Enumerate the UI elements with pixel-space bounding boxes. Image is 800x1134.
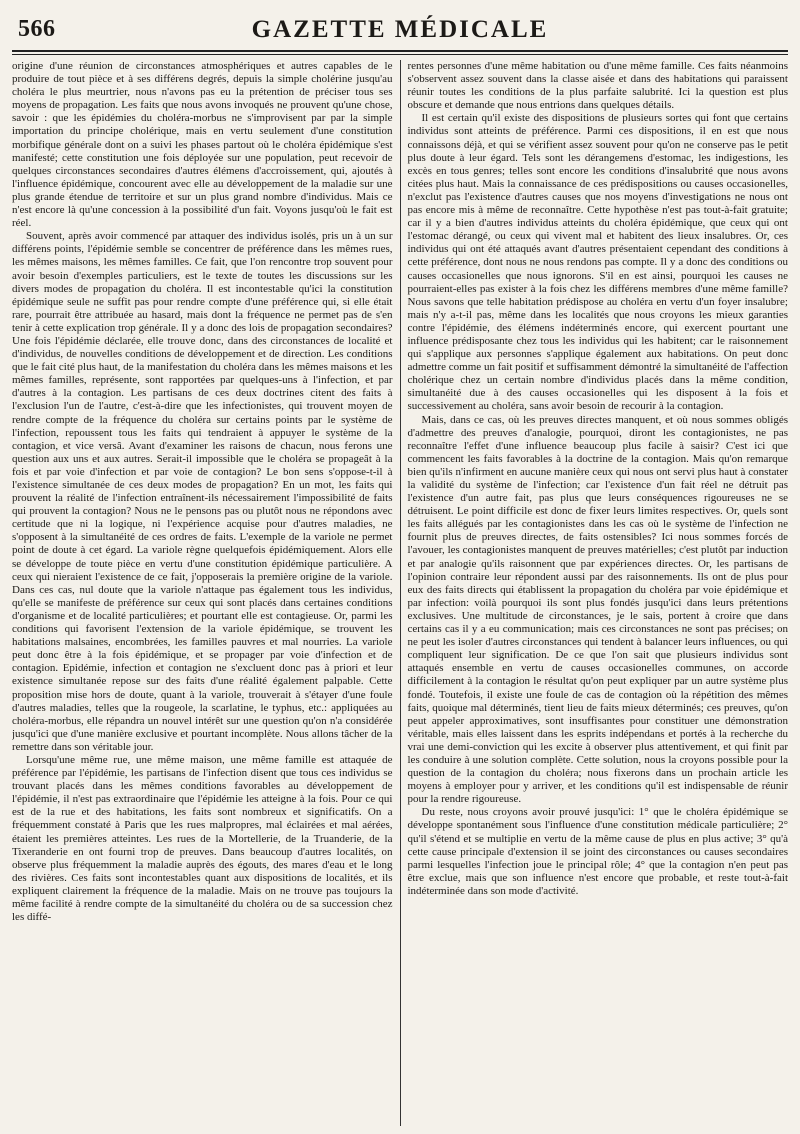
paragraph: Mais, dans ce cas, où les preuves directes manquent, et où nous sommes obligés d'admettre des preuves d'analogie, pourquoi, diront les contagionistes, ne pas reconnaître l'effet d'une influence beaucoup plus facile à saisir? C'est ici que commencent les faits favorables à la doctrine de la contagion. Mais qu'on remarque bien qu'ils n'infirment en aucune manière ceux qui nous ont servi plus haut à constater la validité du système de l'infection; car l'existence d'un fait réel ne détruit pas l'existence d'un autre fait, pas plus que leurs conséquences rigoureuses ne se détruisent. Le point difficile est donc de fixer leurs limites respectives. Or, quels sont les faits allégués par les contagionistes dans les cas où le système de l'infection ne fournit plus de preuves directes, de faits ostensibles? Ici nous sommes forcés de l'avouer, les contagionistes manquent de preuves matérielles; c'est plutôt par induction et par analogie qu'ils raisonnent que par expériences directes. Or, les partisans de l'opinion contraire leur répondent aussi par des raisonnements. Ils ont de plus pour eux des faits directs qui établissent la propagation du choléra par voie épidémique et par infection: voilà pourquoi ils sont plus fondés jusqu'ici dans leurs prétentions exclusives. Une multitude de circonstances, je le sais, portent à croire que dans certains cas il y a eu communication; mais ces circonstances ne sont pas précises; on ne peut les isoler d'autres circonstances qui tendent à balancer leurs influences, ou qui compliquent leur signification. De ce que l'on sait que plusieurs individus sont attaqués ensemble en vertu de causes occasionelles communes, on accorde difficilement à la contagion le résultat qu'on peut expliquer par un autre système plus fondé. Toutefois, il existe une foule de cas de contagion où la répétition des mêmes faits, quoique mal déterminés, tient lieu de faits mieux déterminés; ces preuves, qu'on peut appeler approximatives, sont insuffisantes pour constituer une démonstration véritable, mais elles laissent dans les esprits indépendans et portés à la recherche du vrai une demi-conviction qui les excite à observer plus attentivement, et qui finit par les conduire à une solution complète. Cette solution, nous la croyons possible pour la question de la contagion du choléra; nous fixerons dans un prochain article les moyens à employer pour y arriver, et les conditions qu'il est indispensable de réunir pour la rendre rigoureuse. bbox=[407, 413, 788, 806]
journal-title: GAZETTE MÉDICALE bbox=[251, 16, 549, 43]
header-rule-thin bbox=[12, 54, 788, 55]
paragraph: Du reste, nous croyons avoir prouvé jusqu'ici: 1° que le choléra épidémique se développe spontanément sous l'influence d'une constitution médicale particulière; 2° qu'il s'étend et se multiplie en vertu de la même cause de plus en plus active; 3° qu'à cette cause principale d'extension il se joint des circonstances ou causes secondaires parmi lesquelles l'infection joue le principal rôle; 4° que la contagion n'en peut pas être exclue, mais que son influence n'est encore que probable, et reste tout-à-fait indéterminée dans son mode d'activité. bbox=[407, 806, 788, 897]
right-column bbox=[401, 60, 789, 1126]
page-number: 566 bbox=[18, 16, 56, 42]
paragraph: origine d'une réunion de circonstances atmosphériques et autres capables de le produire de tout pièce et à ses différens degrés, depuis la simple cholérine jusqu'au choléra le plus meurtrier, nous n'avons pas eu la prétention de préciser tous ses moyens de propagation. Les faits que nous avons invoqués ne prouvent qu'une chose, savoir : que les épidémies du choléra-morbus ne s'improvisent par par la simple importation du principe cholérique, mais en vertu seulement d'une constitution morbifique générale dont on a suivi les phases partout où le choléra épidémique s'est manifesté; cette constitution une fois déployée sur une population, peut recevoir de quelques circonstances secondaires d'autres élémens d'accroissement, qui, ajoutés à l'influence épidémique, concourent avec elle au développement de la maladie sur une plus grande étendue de territoire et sur un plus grand nombre d'individus. Mais ce n'est encore là qu'une concession à la possibilité d'un fait. Voyons jusqu'où le fait est réel. bbox=[12, 60, 393, 230]
paragraph: rentes personnes d'une même habitation ou d'une même famille. Ces faits néanmoins s'observent assez souvent dans la classe aisée et dans des habitations qui paraissent réunir toutes les conditions de la plus parfaite salubrité. Ici la question est plus obscure et demande que nous entrions dans quelques détails. bbox=[407, 60, 788, 112]
header-rule bbox=[12, 50, 788, 52]
article-body bbox=[12, 60, 788, 1126]
left-column bbox=[12, 60, 400, 1126]
paragraph: Lorsqu'une même rue, une même maison, une même famille est attaquée de préférence par l'épidémie, les partisans de l'infection disent que tous ces individus se trouvant placés dans les mêmes conditions favorables au développement de l'épidémie, il n'est pas extraordinaire que l'épidémie les atteigne à la fois. Pour ce qui est de la rue et des habitations, les faits sont nombreux et significatifs. On a fréquemment constaté à Paris que les rues malpropres, mal éclairées et mal aérées, étaient les premières atteintes. Les rues de la Mortellerie, de la Truanderie, de la Tixeranderie en ont fourni trop de preuves. Dans beaucoup d'autres localités, on observe plus fréquemment la maladie auprès des égouts, des mares d'eau et le long des rivières. Ces faits sont incontestables quant aux dispositions de localités, et ils expliquent clairement la fréquence de la maladie. Mais on ne trouve pas toujours la même facilité à rendre compte de la simultanéité du choléra ou de sa succession chez les diffé- bbox=[12, 753, 393, 924]
paragraph: Il est certain qu'il existe des dispositions de plusieurs sortes qui font que certains individus sont atteints de préférence. Parmi ces dispositions, il en est que nous connaissons déjà, et qui se vérifient assez souvent pour qu'on ne conserve pas le petit plus doute à leur égard. Tels sont les dérangemens d'estomac, les indigestions, les excès en tous genres; telles sont encore les conditions d'insalubrité que nous avons citées plus haut. Mais la connaissance de ces prédispositions ou causes occasionelles, n'exclut pas l'existence d'autres causes que nos moyens d'investigations ne nous ont pas encore mis à même de reconnaître. Cette hypothèse n'est pas tout-à-fait gratuite; car il y a bien d'autres individus atteints du choléra épidémique, que ceux qui ont l'estomac dérangé, ou ceux qui vivent mal et habitent des lieux insalubres. Or, ces individus qui ont été attaqués avant d'autres présentaient cependant des conditions à cette préférence, dont nous ne nous rendons pas compte. Il y a donc des conditions ou causes occasionelles que nous ignorons. S'il en est ainsi, pourquoi les causes ne pourraient-elles pas exister à la fois chez les différens membres d'une même famille? Nous savons que telle habitation prédispose au choléra en vertu d'un foyer insalubre; mais n'y a-t-il pas, même dans les localités que nous croyons les mieux garanties contre l'épidémie, des élémens indéterminés encore, qui exercent pourtant une influence prédisposante chez tous les individus qui les habitent; car le raisonnement qui s'applique aux personnes s'applique également aux habitations. On peut donc admettre comme un fait positif et suffisamment démontré la simultanéité de l'affection cholérique chez un certain nombre d'individus placés dans la même condition, simultanéité due à des causes occasionelles qui les disposent à la fois et successivement au choléra, sans avoir besoin de recourir à la contagion. bbox=[407, 112, 788, 413]
paragraph: Souvent, après avoir commencé par attaquer des individus isolés, pris un à un sur différens points, l'épidémie semble se concentrer de préférence dans les mêmes rues, les mêmes maisons, les mêmes familles. Ce fait, que l'on rencontre trop souvent pour avoir besoin d'exemples particuliers, est le texte de toutes les discussions sur les divers modes de propagation du choléra. Il est incontestable qu'ici la constitution épidémique seule ne suffit pas pour rendre compte d'une préférence qui, si elle était rare, pourrait être attribuée au hasard, mais dont la fréquence ne permet pas de s'en tenir à cette explication trop générale. Il y a donc des lois de propagation secondaires? Une fois l'épidémie déclarée, elle trouve donc, dans des circonstances de localité et d'individus, de nouvelles conditions de développement et de direction. Les conditions que le fait cité plus haut, de la manifestation du choléra dans les mêmes maisons et les mêmes familles, représente, sont rapportées par quelques-uns à l'infection, et par d'autres à la contagion. Les partisans de ces deux doctrines citent des faits à l'exclusion l'un de l'autre, c'est-à-dire que les infectionistes, qui trouvent moyen de rendre compte de la fréquence du choléra sur certains points par le système de l'infection, repoussent tous les faits qui tendraient à appuyer le système de la contagion, et vice versâ. Avant d'examiner les raisons de chacun, nous ferons une question aux uns et aux autres. Serait-il impossible que le choléra se propageât à la fois et par voie d'infection et par voie de contagion? Le bon sens s'oppose-t-il à l'existence simultanée de ces deux modes de propagation? En un mot, les faits qui prouvent la réalité de l'infection entraînent-ils nécessairement l'impossibilité de faits qui prouvent la contagion? Nous ne le pensons pas ou plutôt nous ne répondons avec certitude que ni la logique, ni l'expérience acquise pour d'autres maladies, ne s'opposent à la simultanéité de ces ordres de faits. L'exemple de la variole ne permet point de doute à cet égard. La variole règne quelquefois épidémiquement. Alors elle se développe de toute pièce en vertu d'une constitution épidémique particulière. A ceux qui nieraient l'existence de ce fait, j'opposerais la première origine de la variole. Dans ces cas, nul doute que la variole n'attaque pas également tous les individus, qu'elle se manifeste de préférence sur ceux qui sont placés dans certaines conditions d'organisme et de localité particulières; et pourtant elle est contagieuse. Or, parmi les conditions qui favorisent l'extension de la variole épidémique, se trouvent les habitations malsaines, encombrées, les familles pauvres et mal nourries. La variole peut donc être à la fois épidémique, et se propager par voie d'infection et de contagion. Epidémie, infection et contagion ne s'excluent donc pas à priori et leur existence simultanée repose sur des faits d'une réalité également palpable. Cette proposition mise hors de doute, quant à la variole, trouverait à s'étayer d'une foule d'autres maladies, telles que la rougeole, la scarlatine, le typhus, etc.: appliquées au choléra-morbus, elle répandra un nouvel intérêt sur une question qu'on n'a considérée jusqu'ici que d'une manière exclusive et pourtant incomplète. Nous allons tâcher de la remettre dans son véritable jour. bbox=[12, 230, 393, 753]
